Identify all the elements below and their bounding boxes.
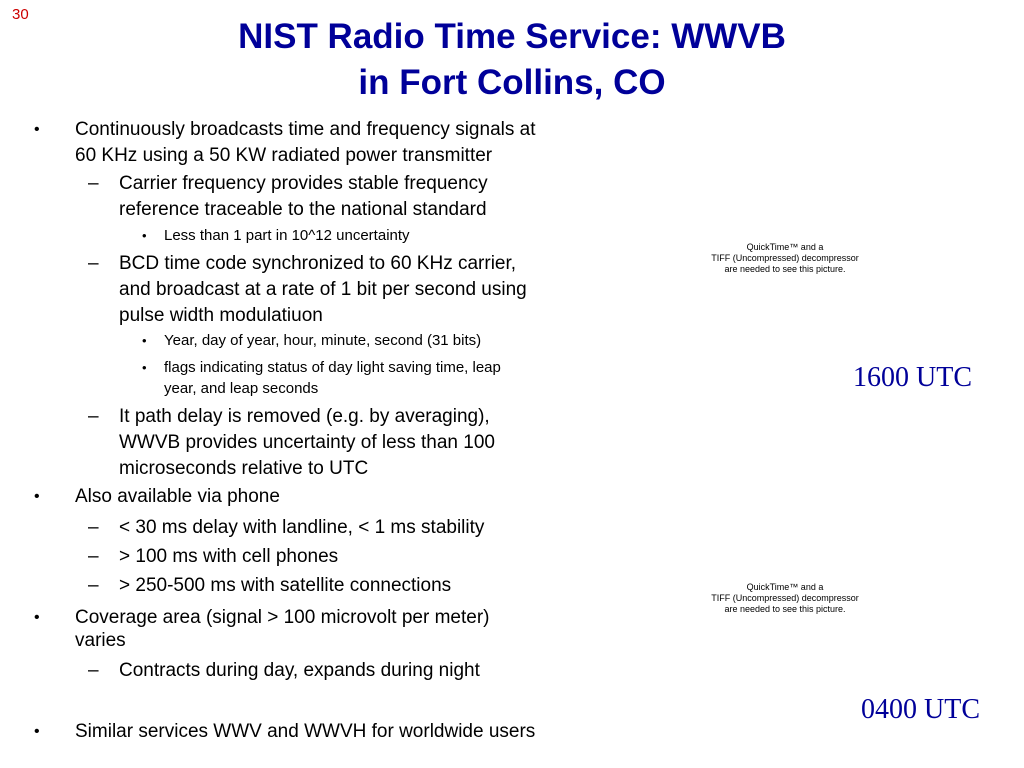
caption-1600-utc: 1600 UTC <box>853 362 972 393</box>
bullet-marker: • <box>34 121 40 138</box>
placeholder-line: TIFF (Uncompressed) decompressor <box>711 253 859 263</box>
image-placeholder-top <box>690 242 880 275</box>
bullet-text: pulse width modulatiuon <box>119 305 323 326</box>
placeholder-line: are needed to see this picture. <box>724 604 846 614</box>
bullet-marker: – <box>88 517 99 538</box>
bullet-text: 60 KHz using a 50 KW radiated power transmitter <box>75 145 493 166</box>
bullet-text: Year, day of year, hour, minute, second (31 bits) <box>164 332 482 349</box>
bullet-marker: • <box>34 723 40 740</box>
bullet-text: and broadcast at a rate of 1 bit per second using <box>119 279 527 300</box>
placeholder-line: TIFF (Uncompressed) decompressor <box>711 593 859 603</box>
bullet-text: BCD time code synchronized to 60 KHz carrier, <box>119 253 517 274</box>
bullet-marker: – <box>88 253 99 274</box>
bullet-text: Less than 1 part in 10^12 uncertainty <box>164 227 410 244</box>
bullet-text: Contracts during day, expands during night <box>119 660 480 681</box>
image-placeholder-bottom <box>690 582 880 615</box>
slide-number: 30 <box>12 6 29 23</box>
bullet-text: varies <box>75 630 126 651</box>
caption-0400-utc: 0400 UTC <box>861 694 980 725</box>
placeholder-line: are needed to see this picture. <box>724 264 846 274</box>
bullet-text: Coverage area (signal > 100 microvolt per meter) <box>75 607 490 628</box>
slide-title-line2: in Fort Collins, CO <box>358 63 666 102</box>
placeholder-line: QuickTime™ and a <box>746 242 824 252</box>
placeholder-line: QuickTime™ and a <box>746 582 824 592</box>
bullet-marker: • <box>142 228 147 243</box>
bullet-list <box>0 114 610 768</box>
bullet-text: WWVB provides uncertainty of less than 100 <box>119 432 495 453</box>
bullet-text: reference traceable to the national standard <box>119 199 487 220</box>
bullet-text: year, and leap seconds <box>164 380 319 397</box>
slide-title-line1: NIST Radio Time Service: WWVB <box>238 17 786 56</box>
bullet-marker: – <box>88 660 99 681</box>
bullet-marker: • <box>142 360 147 375</box>
bullet-text: Continuously broadcasts time and frequency signals at <box>75 119 536 140</box>
bullet-marker: – <box>88 406 99 427</box>
bullet-text: Similar services WWV and WWVH for worldwide users <box>75 721 536 742</box>
bullet-text: > 250-500 ms with satellite connections <box>119 575 452 596</box>
bullet-text: Also available via phone <box>75 486 280 507</box>
bullet-marker: • <box>142 333 147 348</box>
bullet-text: > 100 ms with cell phones <box>119 546 339 567</box>
bullet-marker: – <box>88 575 99 596</box>
bullet-marker: – <box>88 546 99 567</box>
bullet-text: flags indicating status of day light saving time, leap <box>164 359 501 376</box>
bullet-marker: – <box>88 173 99 194</box>
bullet-text: Carrier frequency provides stable frequency <box>119 173 488 194</box>
bullet-text: < 30 ms delay with landline, < 1 ms stability <box>119 517 485 538</box>
bullet-text: microseconds relative to UTC <box>119 458 369 479</box>
bullet-marker: • <box>34 488 40 505</box>
bullet-text: It path delay is removed (e.g. by averaging), <box>119 406 490 427</box>
slide-title <box>0 14 1024 106</box>
bullet-marker: • <box>34 609 40 626</box>
